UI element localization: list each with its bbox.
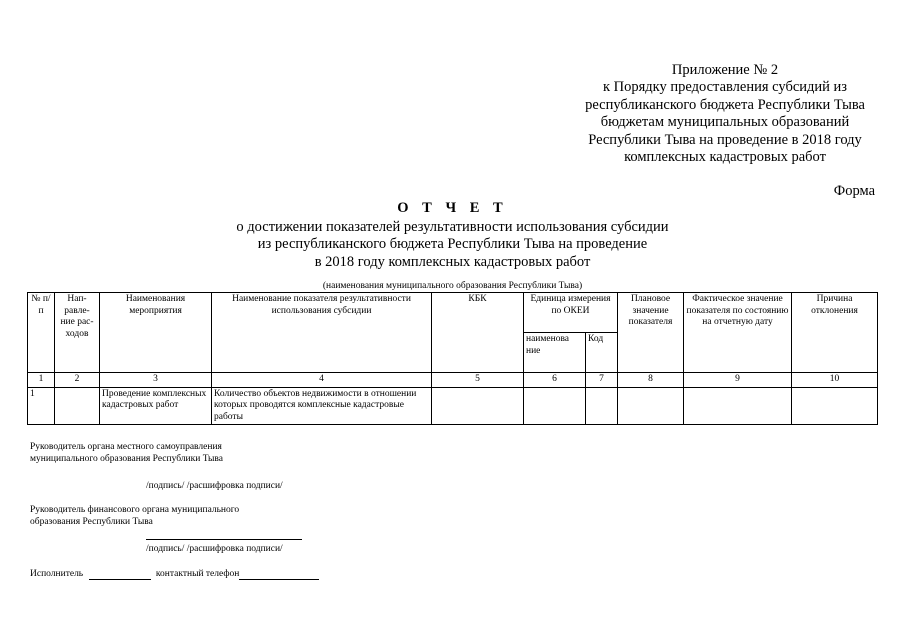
cell-indicator: Количество объектов недвижимости в отношении которых проводятся комплексные кадастровые работы — [212, 387, 432, 425]
appendix-block — [560, 62, 890, 166]
header-direction: Нап- равле- ние рас- ходов — [55, 293, 100, 373]
column-number: 8 — [618, 373, 684, 388]
header-unit-code: Код — [586, 333, 618, 373]
phone-input-line[interactable] — [239, 569, 319, 580]
header-planned: Плановое значение показателя — [618, 293, 684, 373]
table-row — [28, 387, 878, 425]
report-table — [27, 292, 878, 425]
header-indicator: Наименование показателя результативности использования субсидии — [212, 293, 432, 373]
appendix-line: к Порядку предоставления субсидий из — [602, 79, 848, 96]
executor-input-line[interactable] — [89, 569, 151, 580]
finance-head-title-line: Руководитель финансового органа муниципального — [30, 505, 240, 515]
executor-row — [30, 568, 319, 580]
header-unit-name: наименова ние — [524, 333, 586, 373]
report-subtitle — [0, 219, 905, 271]
appendix-line: Приложение № 2 — [671, 62, 779, 78]
subtitle-line: о достижении показателей результативности использования субсидии — [236, 219, 669, 235]
header-num: № п/п — [28, 293, 55, 373]
column-number: 6 — [524, 373, 586, 388]
column-number: 3 — [100, 373, 212, 388]
phone-label: контактный телефон — [155, 569, 240, 579]
subtitle-line: в 2018 году комплексных кадастровых работ — [314, 253, 591, 270]
cell-reason — [792, 387, 878, 425]
municipal-name-caption: (наименования муниципального образования Республики Тыва) — [322, 281, 583, 291]
cell-num: 1 — [28, 387, 55, 425]
form-label: Форма — [833, 183, 875, 199]
executor-label: Исполнитель — [30, 569, 84, 579]
signature-caption: /подпись/ /расшифровка подписи/ — [146, 481, 283, 491]
local-head-title-line: муниципального образования Республики Тыва — [30, 454, 223, 464]
cell-unit-code — [586, 387, 618, 425]
header-kbk: КБК — [432, 293, 524, 373]
cell-unit-name — [524, 387, 586, 425]
local-head-title-line: Руководитель органа местного самоуправления — [30, 442, 222, 452]
cell-kbk — [432, 387, 524, 425]
column-number: 7 — [586, 373, 618, 388]
appendix-line: бюджетам муниципальных образований — [600, 114, 850, 131]
column-number: 2 — [55, 373, 100, 388]
appendix-line: республиканского бюджета Республики Тыва — [585, 96, 865, 113]
column-number: 1 — [28, 373, 55, 388]
header-unit: Единица измерения по ОКЕИ — [524, 293, 618, 333]
column-number-row — [28, 373, 878, 388]
appendix-line: Республики Тыва на проведение в 2018 году — [588, 131, 862, 148]
header-event: Наименования мероприятия — [100, 293, 212, 373]
report-title: О Т Ч Е Т — [397, 200, 508, 216]
finance-head-title-line: образования Республики Тыва — [30, 517, 153, 527]
column-number: 9 — [684, 373, 792, 388]
signature-caption: /подпись/ /расшифровка подписи/ — [146, 544, 283, 554]
subtitle-line: из республиканского бюджета Республики Тыва на проведение — [257, 236, 648, 253]
header-actual: Фактическое значение показателя по состоянию на отчетную дату — [684, 293, 792, 373]
cell-planned — [618, 387, 684, 425]
finance-head-signature-block — [30, 504, 239, 528]
header-reason: Причина отклонения — [792, 293, 878, 373]
appendix-line: комплексных кадастровых работ — [624, 149, 826, 166]
cell-actual — [684, 387, 792, 425]
table-header-row — [28, 293, 878, 333]
local-head-signature-block — [30, 441, 223, 465]
column-number: 10 — [792, 373, 878, 388]
column-number: 4 — [212, 373, 432, 388]
column-number: 5 — [432, 373, 524, 388]
signature-line[interactable] — [146, 529, 302, 540]
cell-direction — [55, 387, 100, 425]
cell-event: Проведение комплексных кадастровых работ — [100, 387, 212, 425]
